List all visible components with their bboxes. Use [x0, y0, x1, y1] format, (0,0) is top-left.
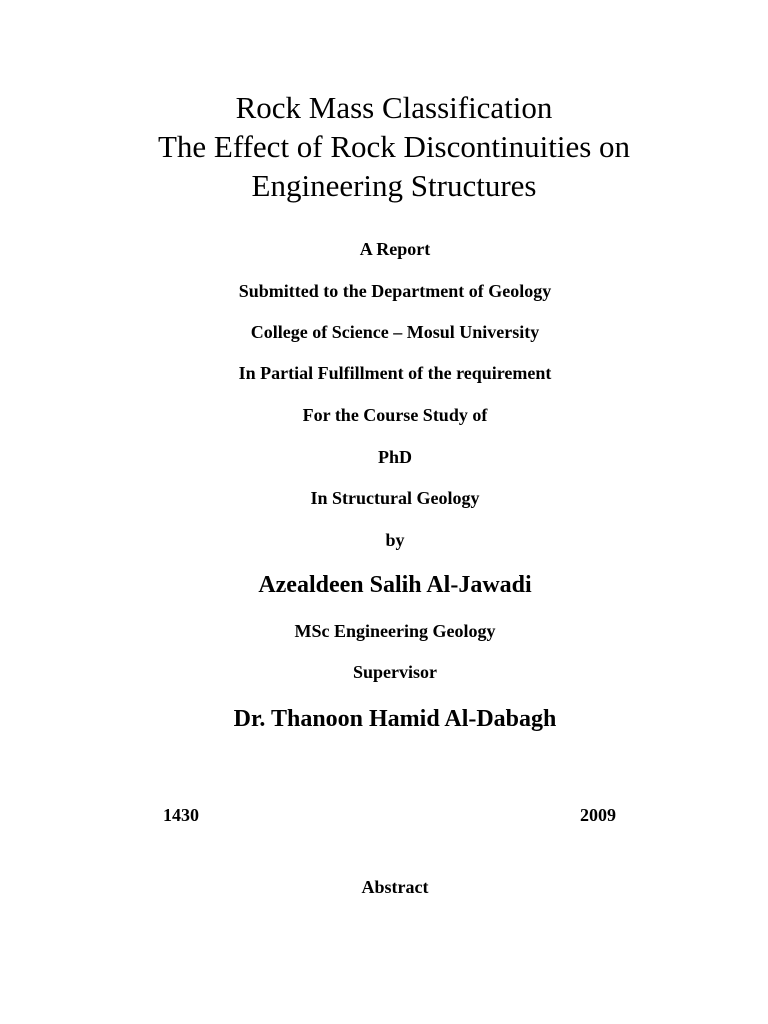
submitted-to: Submitted to the Department of Geology: [238, 281, 552, 301]
title-line-3: Engineering Structures: [251, 168, 537, 203]
by-label: by: [385, 530, 405, 550]
author-degree: MSc Engineering Geology: [294, 621, 496, 641]
supervisor-label: Supervisor: [352, 662, 437, 682]
author-name: Azealdeen Salih Al-Jawadi: [258, 572, 532, 598]
title-line-2: The Effect of Rock Discontinuities on: [157, 129, 631, 164]
college: College of Science – Mosul University: [250, 322, 540, 342]
abstract-heading: Abstract: [361, 877, 429, 897]
supervisor-name: Dr. Thanoon Hamid Al-Dabagh: [233, 706, 557, 732]
fulfillment: In Partial Fulfillment of the requirement: [238, 363, 552, 383]
title-line-1: Rock Mass Classification: [235, 90, 553, 125]
year-hijri: 1430: [163, 805, 199, 825]
course: For the Course Study of: [302, 405, 488, 425]
year-gregorian: 2009: [580, 805, 616, 825]
document-title: [0, 88, 768, 205]
report-label: A Report: [359, 239, 431, 259]
field: In Structural Geology: [310, 488, 480, 508]
degree: PhD: [377, 447, 412, 467]
